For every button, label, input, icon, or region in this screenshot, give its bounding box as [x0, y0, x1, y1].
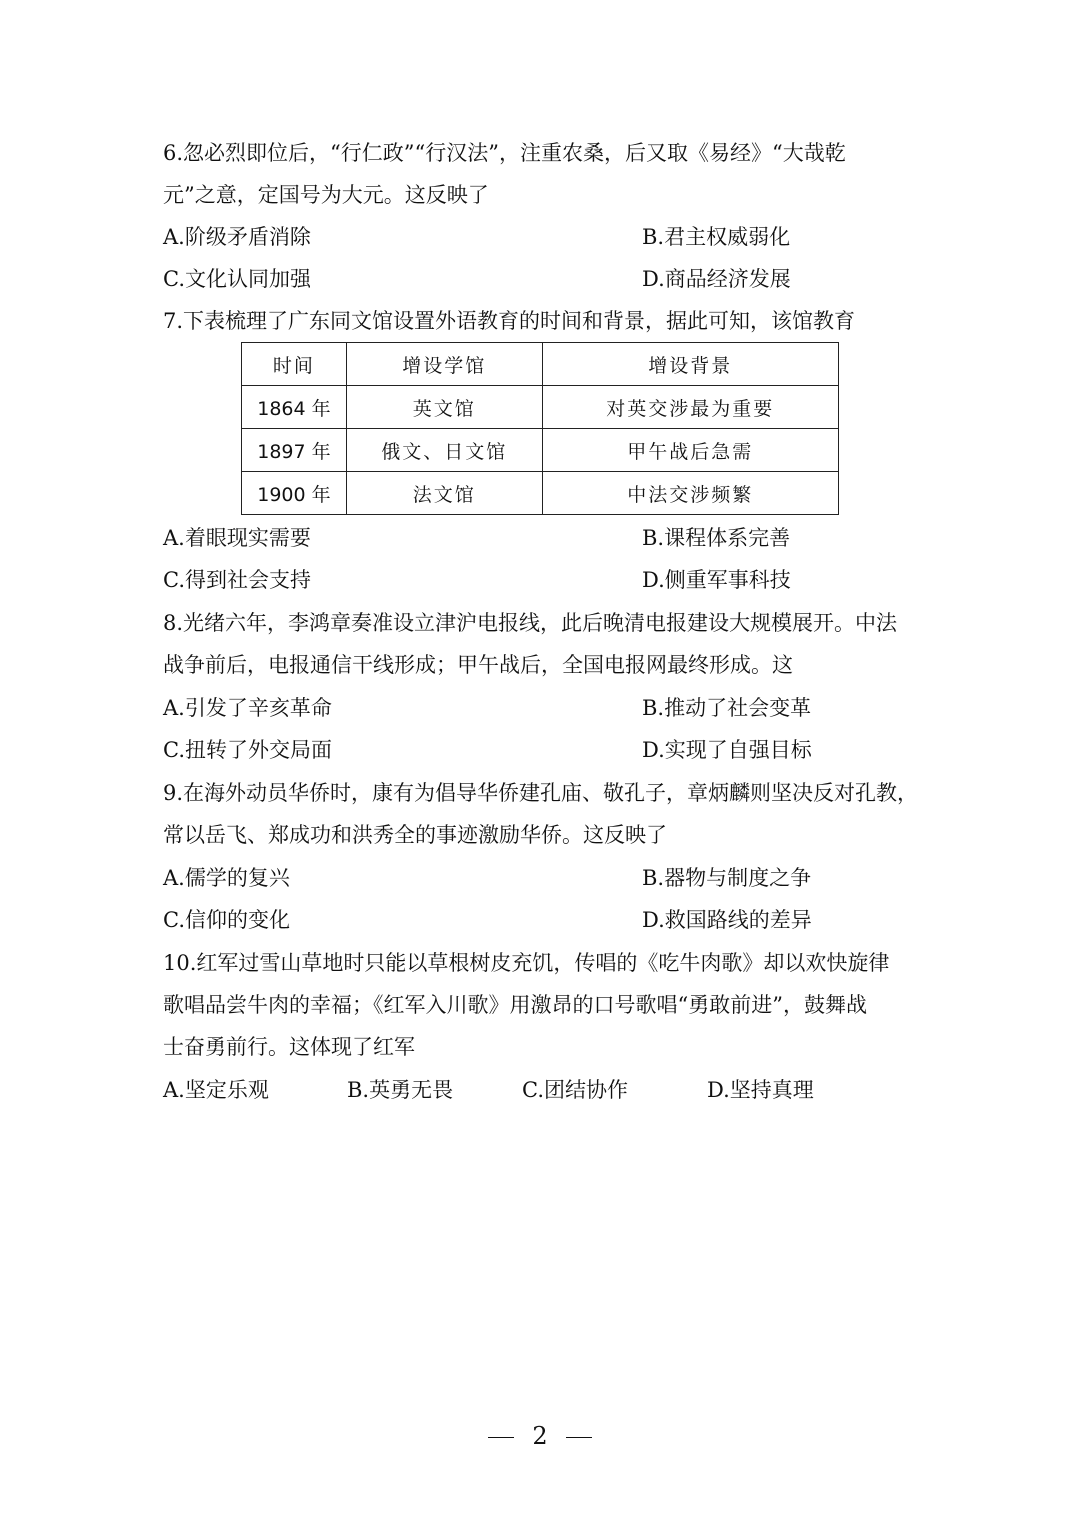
table-cell-school: 俄文、日文馆	[346, 429, 542, 472]
table-header-time: 时间	[242, 343, 347, 386]
q6-option-d: D.商品经济发展	[642, 267, 791, 291]
table-row	[242, 472, 839, 515]
table-header-row	[242, 343, 839, 386]
table-cell-year: 1897 年	[242, 429, 347, 472]
q9-option-d: D.救国路线的差异	[642, 908, 812, 932]
page-number: 2	[532, 1422, 548, 1450]
q6-option-a: A.阶级矛盾消除	[163, 225, 311, 249]
q7-option-b: B.课程体系完善	[642, 526, 791, 550]
q10-option-b: B.英勇无畏	[347, 1078, 454, 1102]
q10-option-c: C.团结协作	[522, 1078, 628, 1102]
q7-option-c: C.得到社会支持	[163, 568, 311, 592]
q7-option-d: D.侧重军事科技	[642, 568, 791, 592]
footer-dash-left	[488, 1437, 514, 1439]
background-table	[241, 342, 839, 515]
table-row	[242, 429, 839, 472]
q6-option-c: C.文化认同加强	[163, 267, 311, 291]
q9-option-b: B.器物与制度之争	[642, 866, 812, 890]
q6-option-b: B.君主权威弱化	[642, 225, 791, 249]
table-header-background: 增设背景	[542, 343, 838, 386]
table-header-school: 增设学馆	[346, 343, 542, 386]
q10-option-d: D.坚持真理	[707, 1078, 814, 1102]
table-cell-background: 甲午战后急需	[542, 429, 838, 472]
q6-stem-line-1: 6.忽必烈即位后，“行仁政”“行汉法”，注重农桑，后又取《易经》“大哉乾	[163, 141, 846, 165]
q8-stem-line-2: 战争前后，电报通信干线形成；甲午战后，全国电报网最终形成。这	[163, 653, 793, 677]
q6-stem-line-2: 元”之意，定国号为大元。这反映了	[163, 183, 489, 207]
table-cell-background: 中法交涉频繁	[542, 472, 838, 515]
table-cell-background: 对英交涉最为重要	[542, 386, 838, 429]
q7-stem-line-1: 7.下表梳理了广东同文馆设置外语教育的时间和背景，据此可知，该馆教育	[163, 309, 856, 333]
table-cell-year: 1864 年	[242, 386, 347, 429]
q9-stem-line-2: 常以岳飞、郑成功和洪秀全的事迹激励华侨。这反映了	[163, 823, 667, 847]
q7-option-a: A.着眼现实需要	[163, 526, 311, 550]
q9-stem-line-1: 9.在海外动员华侨时，康有为倡导华侨建孔庙、敬孔子，章炳麟则坚决反对孔教，	[163, 781, 919, 805]
q10-stem-line-1: 10.红军过雪山草地时只能以草根树皮充饥，传唱的《吃牛肉歌》却以欢快旋律	[163, 951, 890, 975]
footer-dash-right	[566, 1437, 592, 1439]
q10-stem-line-2: 歌唱品尝牛肉的幸福；《红军入川歌》用激昂的口号歌唱“勇敢前进”，鼓舞战	[163, 993, 867, 1017]
table-cell-school: 法文馆	[346, 472, 542, 515]
page-footer	[0, 1422, 1080, 1450]
q8-stem-line-1: 8.光绪六年，李鸿章奏准设立津沪电报线，此后晚清电报建设大规模展开。中法	[163, 611, 898, 635]
q10-stem-line-3: 士奋勇前行。这体现了红军	[163, 1035, 415, 1059]
table-cell-school: 英文馆	[346, 386, 542, 429]
q8-option-c: C.扭转了外交局面	[163, 738, 332, 762]
q10-option-a: A.坚定乐观	[163, 1078, 269, 1102]
q8-option-b: B.推动了社会变革	[642, 696, 812, 720]
q9-option-c: C.信仰的变化	[163, 908, 290, 932]
q9-option-a: A.儒学的复兴	[163, 866, 290, 890]
q8-option-a: A.引发了辛亥革命	[163, 696, 332, 720]
q8-option-d: D.实现了自强目标	[642, 738, 812, 762]
table-cell-year: 1900 年	[242, 472, 347, 515]
table-row	[242, 386, 839, 429]
